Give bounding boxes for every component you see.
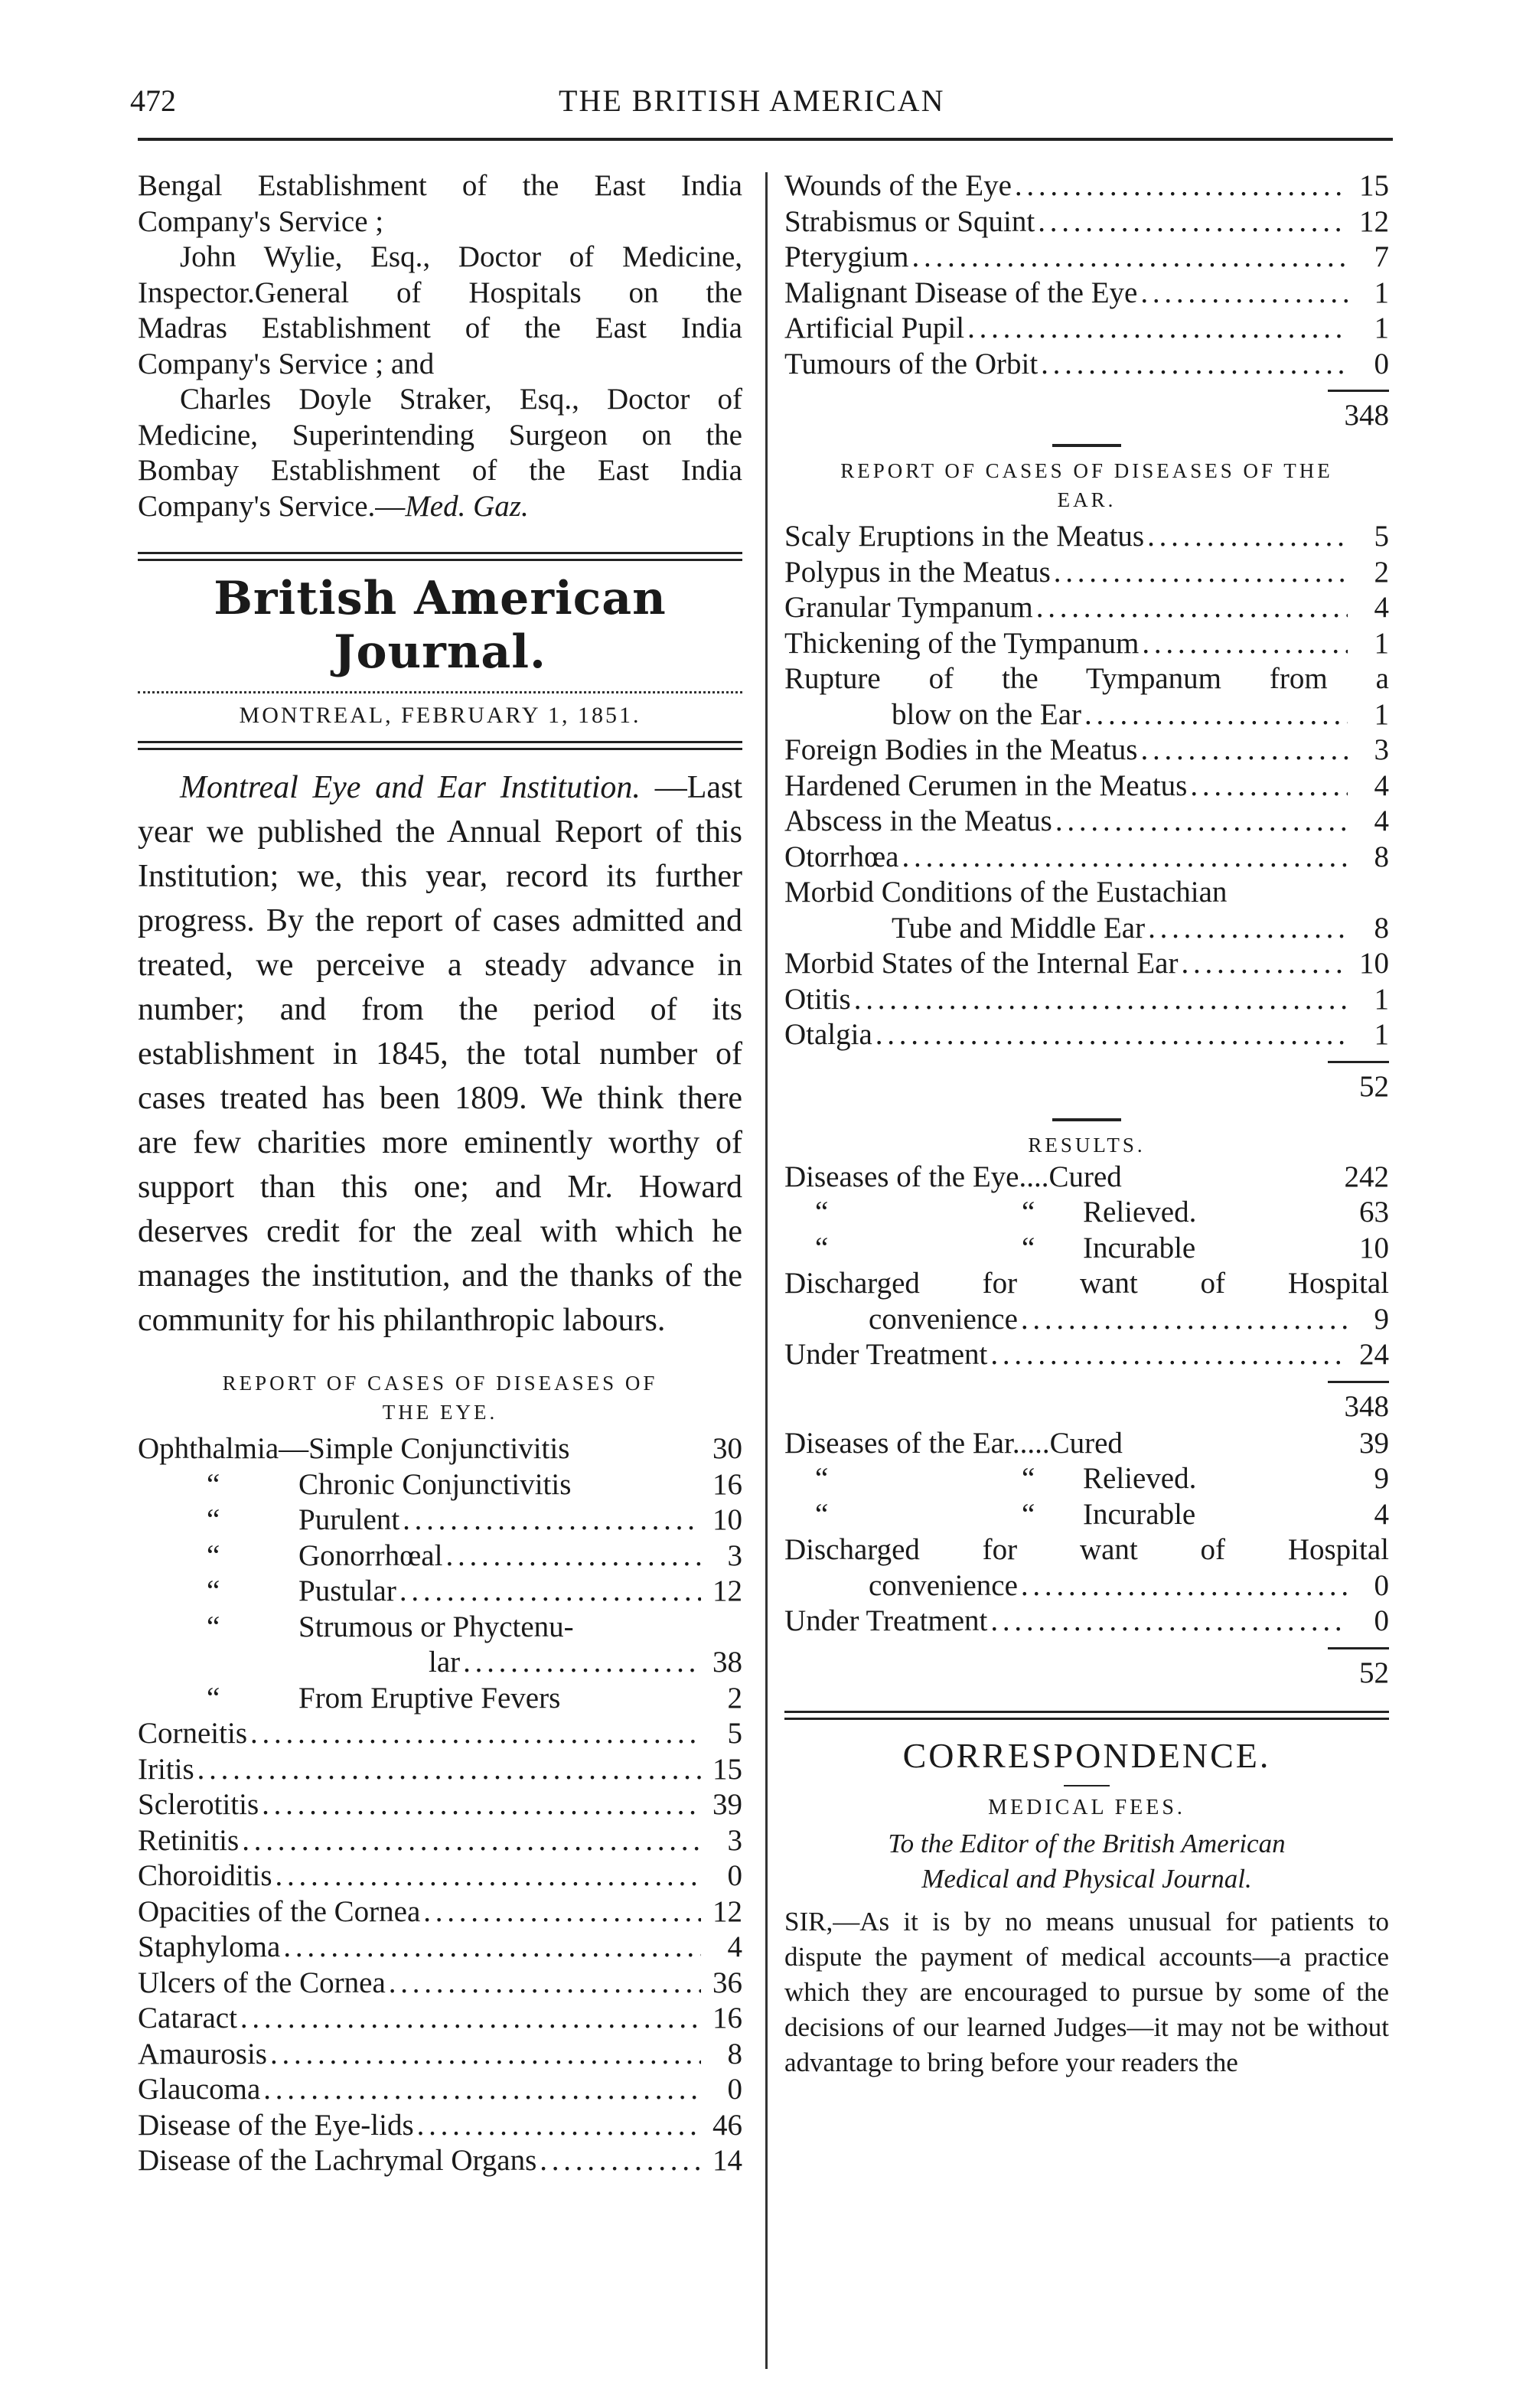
section-rule bbox=[1052, 1118, 1121, 1121]
row-label: Glaucoma bbox=[138, 2073, 261, 2106]
table-row: Under Treatment . . . 24 bbox=[784, 1337, 1389, 1373]
row-label: Ulcers of the Cornea bbox=[138, 1966, 386, 1999]
results-line: Discharged for want of Hospital bbox=[784, 1267, 1389, 1300]
row-count: 5 bbox=[1374, 520, 1389, 553]
dot-leader bbox=[417, 2108, 701, 2144]
ear-report-subtitle: EAR. bbox=[1057, 488, 1117, 511]
appointment-line-text: Company's Service.— bbox=[138, 489, 406, 523]
dot-leader bbox=[854, 982, 1348, 1018]
table-row bbox=[138, 2072, 742, 2108]
table-row: Under Treatment . . . 0 bbox=[784, 1604, 1389, 1640]
total-rule bbox=[1328, 1061, 1389, 1063]
dot-leader bbox=[1055, 804, 1348, 840]
row-label: Thickening of the Tympanum bbox=[784, 626, 1140, 660]
row-label: Strabismus or Squint bbox=[784, 204, 1035, 238]
dot-leader bbox=[389, 1966, 701, 2002]
dot-leader bbox=[197, 1752, 701, 1788]
dot-leader bbox=[262, 1787, 701, 1823]
table-row bbox=[138, 1930, 742, 1966]
table-row bbox=[784, 946, 1389, 982]
row-count: 1 bbox=[1374, 276, 1389, 309]
total-rule bbox=[1328, 390, 1389, 392]
correspondence-title: CORRESPONDENCE. bbox=[902, 1735, 1271, 1775]
addressee-line: To the Editor of the British American bbox=[888, 1828, 1286, 1858]
table-row bbox=[138, 1858, 742, 1894]
dot-leader bbox=[263, 2072, 701, 2108]
row-label: Staphyloma bbox=[138, 1930, 281, 1963]
row-count: 15 bbox=[712, 1752, 742, 1786]
row-count: 1 bbox=[1374, 1018, 1389, 1051]
table-row: Tube and Middle Ear . . . 8 bbox=[784, 911, 1389, 947]
header-rule bbox=[138, 138, 1393, 141]
row-label: Pterygium bbox=[784, 240, 909, 273]
row-count: 39 bbox=[712, 1788, 742, 1821]
results-line: Discharged for want of Hospital bbox=[784, 1533, 1389, 1566]
row-count: 8 bbox=[727, 2037, 742, 2070]
row-label: Morbid States of the Internal Ear bbox=[784, 947, 1179, 980]
ear-cases-list bbox=[784, 519, 1389, 661]
table-row bbox=[138, 1752, 742, 1788]
dot-leader bbox=[276, 1858, 701, 1894]
dot-leader bbox=[1190, 768, 1348, 804]
row-label: Sclerotitis bbox=[138, 1788, 259, 1821]
appointment-line: Madras Establishment of the East India bbox=[138, 312, 742, 344]
row-label: Disease of the Lachrymal Organs bbox=[138, 2144, 537, 2177]
table-row: “ “ Incurable 10 bbox=[815, 1231, 1389, 1264]
journal-masthead: British American Journal. bbox=[214, 572, 667, 679]
table-row bbox=[138, 2037, 742, 2073]
table-row: lar . . . 38 bbox=[138, 1645, 742, 1681]
table-row: “ From Eruptive Fevers 2 bbox=[207, 1681, 742, 1715]
row-label: Opacities of the Cornea bbox=[138, 1894, 421, 1928]
row-count: 3 bbox=[727, 1823, 742, 1857]
row-label: Wounds of the Eye bbox=[784, 169, 1012, 202]
ear-cases-list bbox=[784, 946, 1389, 1053]
dateline: MONTREAL, FEBRUARY 1, 1851. bbox=[239, 703, 641, 728]
dateline-rule bbox=[138, 741, 742, 750]
table-row: convenience . . . 0 bbox=[784, 1568, 1389, 1604]
appointment-line: Inspector.General of Hospitals on the bbox=[138, 276, 742, 309]
appointment-line: Company's Service ; bbox=[138, 204, 384, 238]
eye-results-total: 348 bbox=[1344, 1389, 1389, 1423]
dot-leader bbox=[1147, 519, 1348, 555]
ear-total: 52 bbox=[1359, 1069, 1389, 1103]
article-text: —Last year we published the Annual Report of this Institution; we, this year, record its further progress. By the report of cases admitted and treated, we perceive a steady advance in number; and from the period of its establishment in 1845, the total number of cases treated has been 1809. We think there are few charities more eminently worthy of support than this one; and Mr. Howard deserves credit for the zeal with which he manages the institution, and the thanks of the community for his philanthropic labours. bbox=[138, 770, 742, 1338]
table-row bbox=[138, 2001, 742, 2037]
ear-results-total: 52 bbox=[1359, 1656, 1389, 1689]
row-count: 4 bbox=[727, 1930, 742, 1963]
row-count: 8 bbox=[1374, 840, 1389, 873]
row-count: 16 bbox=[712, 2002, 742, 2034]
row-label: Otorrhœa bbox=[784, 840, 899, 873]
ear-report-title: REPORT OF CASES OF DISEASES OF THE bbox=[840, 459, 1333, 482]
row-count: 2 bbox=[1374, 555, 1389, 589]
row-count: 4 bbox=[1374, 804, 1389, 837]
table-row: “ Chronic Conjunctivitis 16 bbox=[207, 1467, 742, 1501]
table-row bbox=[784, 768, 1389, 804]
appointment-line: Charles Doyle Straker, Esq., Doctor of bbox=[180, 383, 742, 416]
row-count: 1 bbox=[1374, 982, 1389, 1016]
dot-leader bbox=[242, 1823, 701, 1859]
row-label: Iritis bbox=[138, 1752, 194, 1786]
column-divider bbox=[765, 172, 768, 2369]
correspondence-rule bbox=[784, 1711, 1389, 1720]
section-rule bbox=[1064, 1785, 1110, 1786]
medical-fees-title: MEDICAL FEES. bbox=[988, 1795, 1185, 1819]
row-count: 10 bbox=[1359, 947, 1389, 980]
row-label: Otitis bbox=[784, 982, 851, 1016]
table-row bbox=[784, 804, 1389, 840]
table-row bbox=[138, 1787, 742, 1823]
table-row: Ophthalmia—Simple Conjunctivitis 30 bbox=[138, 1432, 742, 1465]
table-row bbox=[784, 240, 1389, 276]
row-count: 1 bbox=[1374, 626, 1389, 660]
ear-cases-list bbox=[784, 733, 1389, 875]
dot-leader bbox=[423, 1894, 701, 1930]
table-row bbox=[784, 1017, 1389, 1053]
table-row bbox=[784, 590, 1389, 626]
citation: Med. Gaz. bbox=[405, 489, 529, 523]
dot-leader bbox=[1181, 946, 1348, 982]
ear-case-line: Rupture of the Tympanum from a bbox=[784, 662, 1389, 695]
dot-leader bbox=[283, 1930, 701, 1966]
appointment-line: Medicine, Superintending Surgeon on the bbox=[138, 418, 742, 452]
table-row bbox=[784, 626, 1389, 662]
appointment-line: Bombay Establishment of the East India bbox=[138, 454, 742, 487]
eye-total: 348 bbox=[1344, 399, 1389, 432]
dot-leader bbox=[1140, 733, 1348, 768]
addressee-line: Medical and Physical Journal. bbox=[921, 1863, 1252, 1894]
page-number: 472 bbox=[130, 83, 176, 118]
table-row: “ Purulent . . . 10 bbox=[138, 1503, 742, 1538]
row-count: 3 bbox=[1374, 733, 1389, 766]
row-count: 0 bbox=[727, 1859, 742, 1892]
appointment-line: Company's Service ; and bbox=[138, 347, 435, 380]
table-row: “ Pustular . . . 12 bbox=[138, 1574, 742, 1610]
table-row bbox=[784, 733, 1389, 768]
eye-report-subtitle: THE EYE. bbox=[382, 1401, 498, 1424]
row-count: 4 bbox=[1374, 591, 1389, 624]
table-row bbox=[138, 1894, 742, 1930]
dot-leader bbox=[1038, 204, 1348, 240]
total-rule bbox=[1328, 1647, 1389, 1649]
row-label: Granular Tympanum bbox=[784, 591, 1033, 624]
table-row bbox=[138, 1716, 742, 1752]
row-count: 7 bbox=[1374, 240, 1389, 273]
table-row: “ Strumous or Phyctenu- bbox=[207, 1610, 574, 1643]
table-row bbox=[784, 204, 1389, 240]
row-label: Tumours of the Orbit bbox=[784, 347, 1039, 380]
dot-leader bbox=[240, 2001, 701, 2037]
row-label: Choroiditis bbox=[138, 1859, 272, 1892]
table-row bbox=[784, 347, 1389, 383]
row-count: 5 bbox=[727, 1717, 742, 1750]
dot-leader bbox=[540, 2143, 701, 2179]
row-count: 0 bbox=[727, 2073, 742, 2106]
dot-leader bbox=[1015, 168, 1348, 204]
row-label: Hardened Cerumen in the Meatus bbox=[784, 768, 1188, 802]
ear-case-line: Morbid Conditions of the Eustachian bbox=[784, 876, 1228, 909]
row-count: 14 bbox=[712, 2144, 742, 2177]
row-label: Otalgia bbox=[784, 1018, 872, 1051]
dot-leader bbox=[250, 1716, 701, 1752]
total-rule bbox=[1328, 1381, 1389, 1383]
row-count: 12 bbox=[712, 1894, 742, 1928]
table-row: “ “ Incurable 4 bbox=[815, 1497, 1389, 1531]
results-title: RESULTS. bbox=[1028, 1133, 1146, 1157]
row-count: 12 bbox=[1359, 204, 1389, 238]
masthead-rule-top bbox=[138, 552, 742, 561]
table-row bbox=[784, 982, 1389, 1018]
row-count: 36 bbox=[712, 1966, 742, 1999]
table-row: “ Gonorrhœal . . . 3 bbox=[138, 1538, 742, 1574]
page-header bbox=[130, 83, 1393, 121]
row-label: Disease of the Eye-lids bbox=[138, 2108, 414, 2142]
dot-leader bbox=[1140, 276, 1348, 312]
dot-leader bbox=[902, 840, 1348, 876]
masthead-rule-wavy bbox=[138, 691, 742, 693]
row-count: 1 bbox=[1374, 312, 1389, 344]
row-count: 15 bbox=[1359, 169, 1389, 202]
appointment-line bbox=[138, 489, 742, 525]
table-row: Diseases of the Ear.....Cured 39 bbox=[784, 1426, 1389, 1460]
table-row bbox=[784, 555, 1389, 591]
dot-leader bbox=[967, 311, 1348, 347]
table-row: “ “ Relieved. 9 bbox=[815, 1462, 1389, 1495]
dot-leader bbox=[270, 2037, 701, 2073]
row-label: Artificial Pupil bbox=[784, 312, 965, 344]
appointment-line: Bengal Establishment of the East India bbox=[138, 169, 742, 202]
letter-body: SIR,—As it is by no means unusual for patients to dispute the payment of medical accounts—a practice which they are encouraged to pursue by some of the decisions of our learned Judges—it may not be without advantage to bring before your readers the bbox=[784, 1906, 1389, 2077]
table-row bbox=[138, 1823, 742, 1859]
row-count: 46 bbox=[712, 2108, 742, 2142]
eye-cases-list bbox=[138, 1716, 742, 2179]
right-column bbox=[784, 168, 1389, 2080]
row-label: Foreign Bodies in the Meatus bbox=[784, 733, 1138, 766]
table-row: blow on the Ear . . . 1 bbox=[784, 697, 1389, 733]
eye-cases-continued bbox=[784, 168, 1389, 382]
table-row: Diseases of the Eye....Cured 242 bbox=[784, 1160, 1389, 1193]
dot-leader bbox=[1036, 590, 1348, 626]
row-label: Abscess in the Meatus bbox=[784, 804, 1052, 837]
row-label: Malignant Disease of the Eye bbox=[784, 276, 1138, 309]
dot-leader bbox=[1142, 626, 1348, 662]
row-label: Cataract bbox=[138, 2002, 237, 2034]
row-label: Retinitis bbox=[138, 1823, 240, 1857]
dot-leader bbox=[912, 240, 1348, 276]
table-row bbox=[138, 2108, 742, 2144]
dot-leader bbox=[875, 1017, 1348, 1053]
running-title: THE BRITISH AMERICAN bbox=[559, 83, 945, 118]
table-row: “ “ Relieved. 63 bbox=[815, 1196, 1389, 1228]
table-row bbox=[138, 2143, 742, 2179]
row-label: Amaurosis bbox=[138, 2037, 267, 2070]
row-label: Scaly Eruptions in the Meatus bbox=[784, 520, 1145, 553]
eye-report-title: REPORT OF CASES OF DISEASES OF bbox=[222, 1372, 658, 1395]
row-label: Polypus in the Meatus bbox=[784, 555, 1051, 589]
table-row bbox=[784, 168, 1389, 204]
section-rule bbox=[1052, 444, 1121, 447]
table-row: convenience . . . 9 bbox=[784, 1302, 1389, 1338]
row-count: 4 bbox=[1374, 768, 1389, 802]
table-row bbox=[784, 311, 1389, 347]
table-row bbox=[138, 1966, 742, 2002]
table-row bbox=[784, 840, 1389, 876]
dot-leader bbox=[1041, 347, 1348, 383]
article-heading: Montreal Eye and Ear Institution. bbox=[180, 770, 641, 805]
left-column bbox=[138, 168, 742, 2179]
row-label: Corneitis bbox=[138, 1717, 247, 1750]
table-row bbox=[784, 519, 1389, 555]
row-count: 0 bbox=[1374, 347, 1389, 380]
table-row bbox=[784, 276, 1389, 312]
article-body bbox=[138, 765, 742, 1343]
appointment-line: John Wylie, Esq., Doctor of Medicine, bbox=[180, 240, 742, 273]
dot-leader bbox=[1054, 555, 1348, 591]
